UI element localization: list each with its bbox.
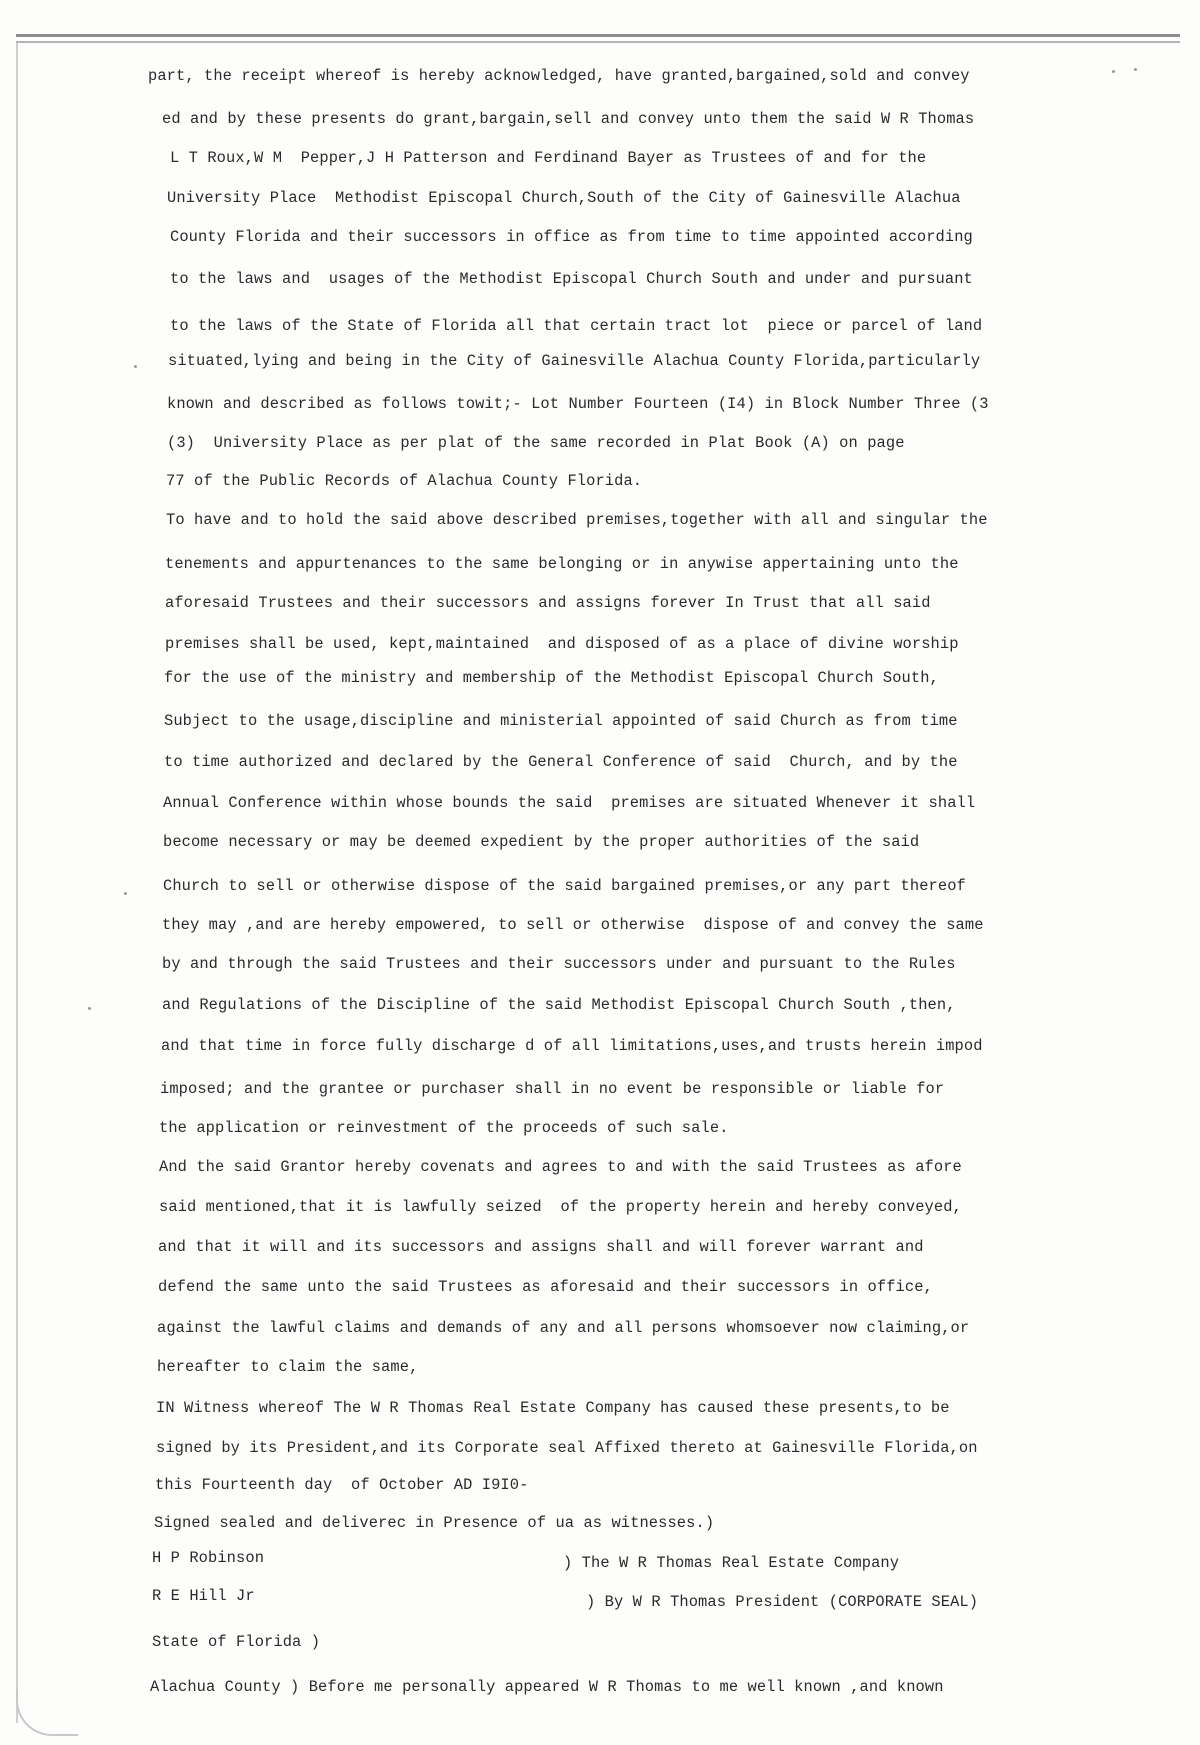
top-rule — [16, 34, 1180, 37]
text-line: Signed sealed and deliverec in Presence of ua as witnesses.) — [154, 1514, 715, 1532]
text-line: part, the receipt whereof is hereby acknowledged, have granted,bargained,sold and convey — [148, 67, 970, 85]
text-line: this Fourteenth day of October AD I9I0- — [155, 1476, 529, 1494]
text-line: to the laws of the State of Florida all that certain tract lot piece or parcel of land — [170, 317, 983, 335]
text-line: tenements and appurtenances to the same belonging or in anywise appertaining unto the — [165, 555, 959, 573]
top-rule-secondary — [16, 41, 1180, 43]
text-line: become necessary or may be deemed expedient by the proper authorities of the said — [163, 833, 920, 851]
text-line: by and through the said Trustees and their successors under and pursuant to the Rules — [162, 955, 956, 973]
text-line: Church to sell or otherwise dispose of the said bargained premises,or any part thereof — [163, 877, 966, 895]
state-line: State of Florida ) — [152, 1633, 321, 1651]
scan-speck — [1134, 68, 1137, 71]
grantor-company: ) The W R Thomas Real Estate Company — [563, 1554, 900, 1572]
text-line: 77 of the Public Records of Alachua County Florida. — [166, 472, 643, 490]
scan-speck — [88, 1007, 91, 1010]
president-signature: ) By W R Thomas President (CORPORATE SEAL) — [586, 1593, 979, 1611]
text-line: the application or reinvestment of the proceeds of such sale. — [159, 1119, 729, 1137]
text-line: imposed; and the grantee or purchaser shall in no event be responsible or liable for — [160, 1080, 945, 1098]
text-line: Annual Conference within whose bounds the said premises are situated Whenever it shall — [163, 794, 976, 812]
text-line: said mentioned,that it is lawfully seized of the property herein and hereby conveyed, — [159, 1198, 962, 1216]
text-line: University Place Methodist Episcopal Church,South of the City of Gainesville Alachua — [167, 189, 961, 207]
text-line: hereafter to claim the same, — [157, 1358, 419, 1376]
scan-speck — [1112, 70, 1115, 73]
text-line: (3) University Place as per plat of the same recorded in Plat Book (A) on page — [167, 434, 905, 452]
text-line: County Florida and their successors in office as from time to time appointed according — [170, 228, 973, 246]
text-line: for the use of the ministry and membership of the Methodist Episcopal Church South, — [164, 669, 939, 687]
text-line: L T Roux,W M Pepper,J H Patterson and Ferdinand Bayer as Trustees of and for the — [170, 149, 927, 167]
text-line: Subject to the usage,discipline and ministerial appointed of said Church as from time — [164, 712, 958, 730]
scan-speck — [134, 365, 137, 368]
text-line: situated,lying and being in the City of Gainesville Alachua County Florida,particularly — [168, 352, 981, 370]
text-line: And the said Grantor hereby covenats and agrees to and with the said Trustees as afore — [159, 1158, 962, 1176]
text-line: known and described as follows towit;- Lot Number Fourteen (I4) in Block Number Three (3 — [167, 395, 989, 413]
witness-name: H P Robinson — [152, 1549, 265, 1567]
text-line: to time authorized and declared by the General Conference of said Church, and by the — [164, 753, 958, 771]
text-line: aforesaid Trustees and their successors and assigns forever In Trust that all said — [165, 594, 931, 612]
text-line: and that it will and its successors and assigns shall and will forever warrant and — [158, 1238, 924, 1256]
text-line: and Regulations of the Discipline of the said Methodist Episcopal Church South ,then, — [162, 996, 956, 1014]
text-line: IN Witness whereof The W R Thomas Real Estate Company has caused these presents,to be — [156, 1399, 950, 1417]
text-line: signed by its President,and its Corporate seal Affixed thereto at Gainesville Florida,on — [156, 1439, 978, 1457]
text-line: premises shall be used, kept,maintained and disposed of as a place of divine worship — [165, 635, 959, 653]
page-corner — [16, 1690, 78, 1736]
text-line: and that time in force fully discharge d of all limitations,uses,and trusts herein impod — [161, 1037, 983, 1055]
text-line: defend the same unto the said Trustees as aforesaid and their successors in office, — [158, 1278, 933, 1296]
witness-name: R E Hill Jr — [152, 1587, 255, 1605]
text-line: ed and by these presents do grant,bargain,sell and convey unto them the said W R Thomas — [162, 110, 975, 128]
text-line: to the laws and usages of the Methodist Episcopal Church South and under and pursuant — [170, 270, 973, 288]
text-line: they may ,and are hereby empowered, to sell or otherwise dispose of and convey the same — [162, 916, 984, 934]
county-line: Alachua County ) Before me personally appeared W R Thomas to me well known ,and known — [150, 1678, 944, 1696]
text-line: To have and to hold the said above described premises,together with all and singular the — [166, 511, 988, 529]
left-page-edge — [16, 43, 18, 1723]
text-line: against the lawful claims and demands of any and all persons whomsoever now claiming,or — [157, 1319, 970, 1337]
scan-speck — [124, 892, 127, 895]
